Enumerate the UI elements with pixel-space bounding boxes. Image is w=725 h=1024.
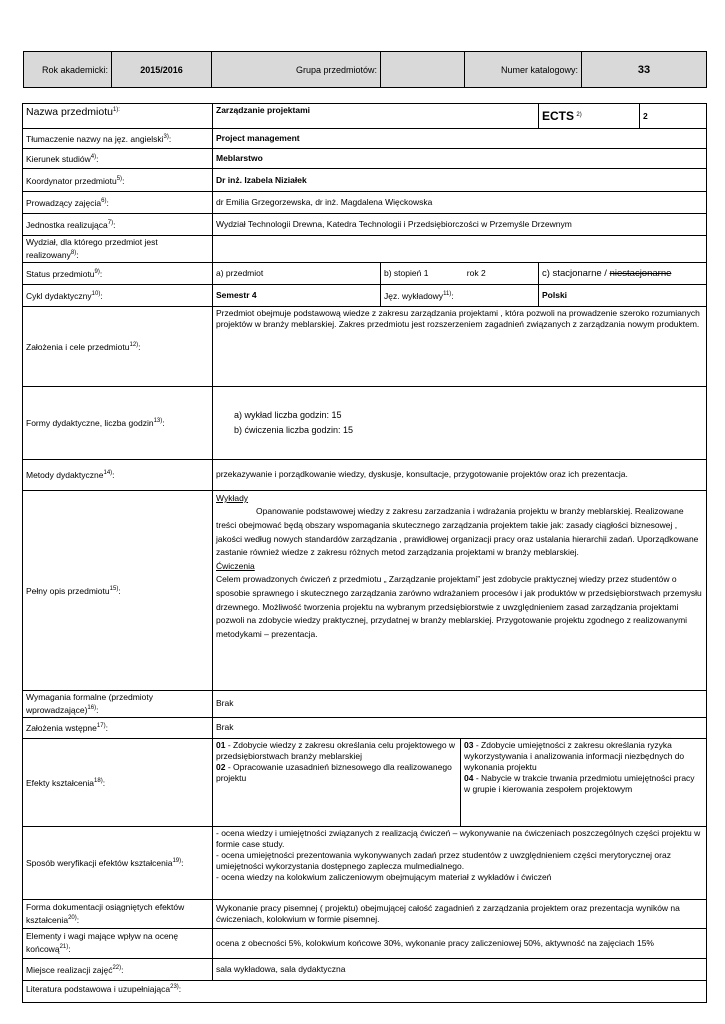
teachers-value: dr Emilia Grzegorzewska, dr inż. Magdalena Więckowska (213, 192, 707, 214)
footnote-9: 9) (94, 268, 100, 275)
footnote-6: 6) (101, 198, 107, 205)
status-label: Status przedmiotu (26, 268, 95, 279)
course-name-label: Nazwa przedmiotu (26, 106, 113, 118)
methods-label-cell: Metody dydaktyczne$^{14)}$: (23, 459, 213, 490)
ects-value: 2 (640, 104, 707, 129)
effect-text: - Zdobycie wiedzy z zakresu określania celu projektowego w przedsiębiorstwach branży meblarskiej (216, 739, 456, 761)
description-label-cell: Pełny opis przedmiotu$^{15)}$: (23, 490, 213, 690)
effect-text: - Zdobycie umiejętności z zakresu określania ryzyka wykorzystywania i analizowania informacji niezbędnych do wykonania projektu (464, 739, 685, 772)
forms-label-cell: Formy dydaktyczne, liczba godzin$^{13)}$: (23, 386, 213, 459)
coordinator-label: Koordynator przedmiotu (26, 175, 117, 186)
cycle-value: Semestr 4 (213, 284, 381, 306)
footnote-3: 3) (163, 134, 169, 141)
methods-label: Metody dydaktyczne (26, 470, 104, 481)
prereq-label: Założenia wstępne (26, 723, 97, 734)
academic-year-value: 2015/2016 (112, 52, 212, 88)
unit-label: Jednostka realizująca (26, 219, 108, 230)
description-lecture-text: Opanowanie podstawowej wiedzy z zakresu zarzadzania i wdrażania projektu w branży meblarskiej. Realizowane treści obejmować będą obszary wspomagania skutecznego zarządzania projektem takie jak: zasady ciągłości biznesowej , jakości według nowych standardów zarządzania , prawidłowej organizacji pracy oraz ustalania hierarchii zadań. Uporządkowane zastanie również wiedze z zakresu różnych metod zarządzania projektami w branży meblarskiej. (216, 506, 699, 558)
footnote-7: 7) (107, 220, 114, 227)
effect-number: 03 (464, 739, 474, 750)
header-table (23, 51, 707, 88)
weights-value: ocena z obecności 5%, kolokwium końcowe 30%, wykonanie pracy zaliczeniowej 50%, aktywność na zajęciach 15% (213, 928, 707, 958)
forms-item-exercises: b) ćwiczenia liczba godzin: 15 (234, 424, 354, 435)
place-label-cell: Miejsce realizacji zajęć$^{22)}$: (23, 958, 213, 980)
language-value: Polski (539, 284, 707, 306)
formal-label-cell: Wymagania formalne (przedmioty wprowadzające)$^{16)}$: (23, 690, 213, 717)
description-label: Pełny opis przedmiotu (26, 585, 110, 596)
cycle-label-cell: Cykl dydaktyczny$^{10)}$: (23, 284, 213, 306)
forms-item-lecture: a) wykład liczba godzin: 15 (234, 409, 342, 420)
description-lecture-title: Wykłady (216, 492, 249, 503)
faculty-value (213, 236, 707, 263)
direction-label: Kierunek studiów (26, 153, 91, 164)
place-value: sala wykładowa, sala dydaktyczna (213, 958, 707, 980)
verification-line: - ocena wiedzy na kolokwium zaliczeniowym obejmującym materiał z wykładów i ćwiczeń (216, 871, 552, 882)
prereq-label-cell: Założenia wstępne$^{17)}$: (23, 717, 213, 738)
teachers-label-cell: Prowadzący zajęcia$^{6)}$: (23, 192, 213, 214)
direction-value: Meblarstwo (213, 149, 707, 169)
status-c-prefix: c) stacjonarne / (542, 267, 610, 279)
description-exercise-text: Celem prowadzonych ćwiczeń z przedmiotu „ Zarządzanie projektami” jest zdobycie praktycznej wiedzy przez studentów o sposobie sprawnego i skutecznego zarządzania zarówno wdrażaniem procesów i jak produktów w przedsiębiorstwach przemysłu drzewnego. Możliwość tworzenia projektu na wybranym przedsiębiorstwie z uwzględnieniem zasad zarządzania projektami pozwoli na zdobycie wiedzy praktycznej, przydatnej w branży meblarskiej. Przygotowanie projektu zgodnego z realizowanymi metodykami – prezentacja. (216, 574, 702, 639)
status-a: a) przedmiot (213, 262, 381, 284)
translation-label-cell: Tłumaczenie nazwy na jęz. angielski$^{3)}$: (23, 129, 213, 149)
description-cell (213, 490, 707, 690)
footnote-15: 15) (109, 585, 119, 592)
goals-label: Założenia i cele przedmiotu (26, 341, 130, 352)
footnote-20: 20) (68, 914, 77, 921)
footnote-13: 13) (153, 418, 163, 425)
footnote-18: 18) (94, 777, 103, 784)
goals-label-cell: Założenia i cele przedmiotu$^{12)}$: (23, 306, 213, 386)
docs-label-cell: Forma dokumentacji osiągniętych efektów kształcenia$^{20)}$: (23, 899, 213, 928)
footnote-14: 14) (103, 470, 113, 477)
status-b: b) stopień 1 (384, 267, 429, 278)
academic-year-label: Rok akademicki: (24, 52, 112, 88)
footnote-23: 23) (170, 983, 179, 990)
footnote-10: 10) (91, 290, 101, 297)
effect-number: 02 (216, 761, 226, 772)
status-c-struck: niestacjonarne (609, 267, 672, 279)
forms-label: Formy dydaktyczne, liczba godzin (26, 418, 154, 429)
footnote-1: 1): (112, 107, 120, 114)
formal-label: Wymagania formalne (przedmioty wprowadzające) (26, 691, 153, 715)
translation-value: Project management (213, 129, 707, 149)
status-year: rok 2 (466, 267, 486, 278)
formal-value: Brak (213, 690, 707, 717)
translation-label: Tłumaczenie nazwy na jęz. angielski (26, 133, 164, 144)
coordinator-value: Dr inż. Izabela Niziałek (213, 169, 707, 192)
course-group-label: Grupa przedmiotów: (212, 52, 381, 88)
effect-item (464, 740, 703, 773)
effect-text: - Opracowanie uzasadnień biznesowego dla realizowanego projektu (216, 761, 452, 783)
language-label-cell: Jęz. wykładowy$^{11)}$: (381, 284, 539, 306)
coordinator-label-cell: Koordynator przedmiotu$^{5)}$: (23, 169, 213, 192)
verification-label: Sposób weryfikacji efektów kształcenia (26, 858, 173, 869)
methods-value: przekazywanie i porządkowanie wiedzy, dyskusje, konsultacje, przygotowanie projektów oraz ich prezentacja. (213, 459, 707, 490)
catalog-number-value: 33 (582, 52, 707, 88)
effect-item (216, 740, 457, 762)
prereq-value: Brak (213, 717, 707, 738)
verification-line: - ocena wiedzy i umiejętności związanych z realizacją ćwiczeń – wykonywanie na ćwiczeniach poszczególnych części projektu w formie case study. (216, 827, 701, 849)
direction-label-cell: Kierunek studiów$^{4)}$: (23, 149, 213, 169)
verification-label-cell: Sposób weryfikacji efektów kształcenia$^{19)}$: (23, 826, 213, 899)
footnote-4: 4) (90, 154, 97, 161)
catalog-number-label: Numer katalogowy: (465, 52, 582, 88)
effect-text: - Nabycie w trakcie trwania przedmiotu umiejętności pracy w grupie i kierowania zespołem projektowym (464, 772, 695, 794)
faculty-label-cell: Wydział, dla którego przedmiot jest realizowany$^{8)}$: (23, 236, 213, 263)
description-exercise-title: Ćwiczenia (216, 560, 255, 571)
weights-label: Elementy i wagi mające wpływ na ocenę końcową (26, 931, 179, 955)
verification-line: - ocena umiejętności prezentowania wykonywanych zadań przez studentów z uwzględnieniem części merytorycznej oraz umiejętności wykorzystania dostępnego zaplecza mulmedialnego. (216, 849, 671, 871)
effects-left-cell (213, 738, 461, 826)
unit-value: Wydział Technologii Drewna, Katedra Technologii i Przedsiębiorczości w Przemyśle Drzewnym (213, 214, 707, 236)
status-b-cell (381, 262, 539, 284)
weights-label-cell: Elementy i wagi mające wpływ na ocenę końcową$^{21)}$: (23, 928, 213, 958)
footnote-12: 12) (129, 341, 139, 348)
effect-number: 01 (216, 739, 226, 750)
status-c-cell (539, 262, 707, 284)
verification-cell (213, 826, 707, 899)
footnote-16: 16) (87, 704, 97, 711)
course-table (22, 103, 707, 1003)
effect-item (464, 773, 703, 795)
footnote-11: 11) (443, 290, 452, 297)
literature-label: Literatura podstawowa i uzupełniająca (26, 983, 171, 994)
forms-list (216, 410, 703, 436)
docs-value: Wykonanie pracy pisemnej ( projektu) obejmującej całość zagadnień z zarządzania projektem oraz prezentacja wyników na ćwiczeniach, kolokwium w formie pisemnej. (213, 899, 707, 928)
effects-right-cell (461, 738, 707, 826)
course-name-label-cell (23, 104, 213, 129)
footnote-22: 22) (112, 964, 122, 971)
footnote-2: 2) (576, 111, 582, 118)
unit-label-cell: Jednostka realizująca$^{7)}$: (23, 214, 213, 236)
effects-label-cell: Efekty kształcenia$^{18)}$: (23, 738, 213, 826)
docs-label: Forma dokumentacji osiągniętych efektów kształcenia (26, 901, 185, 925)
language-label: Jęz. wykładowy (384, 290, 444, 301)
forms-cell (213, 386, 707, 459)
place-label: Miejsce realizacji zajęć (26, 964, 113, 975)
faculty-label: Wydział, dla którego przedmiot jest realizowany (26, 237, 158, 260)
effect-item (216, 762, 457, 784)
footnote-21: 21) (59, 944, 69, 951)
footnote-19: 19) (172, 858, 182, 865)
teachers-label: Prowadzący zajęcia (26, 197, 102, 208)
footnote-17: 17) (96, 723, 106, 730)
literature-cell: Literatura podstawowa i uzupełniająca$^{23)}$: (23, 980, 707, 1002)
status-label-cell: Status przedmiotu$^{9)}$: (23, 262, 213, 284)
ects-label: ECTS (542, 108, 575, 123)
course-name-value: Zarządzanie projektami (213, 104, 539, 129)
footnote-8: 8) (70, 250, 77, 256)
course-group-value (381, 52, 465, 88)
effects-label: Efekty kształcenia (26, 777, 95, 788)
cycle-label: Cykl dydaktyczny (26, 290, 92, 301)
footnote-5: 5) (116, 175, 123, 182)
goals-value: Przedmiot obejmuje podstawową wiedze z zakresu zarządzania projektami , która pozwoli na prowadzenie szeroko rozumianych projektów w branży meblarskiej. Zakres przedmiotu jest rozszerzeniem zagadnień związanych z zarządzania nowym produktem. (213, 306, 707, 386)
ects-label-cell (539, 104, 640, 129)
effect-number: 04 (464, 772, 474, 783)
